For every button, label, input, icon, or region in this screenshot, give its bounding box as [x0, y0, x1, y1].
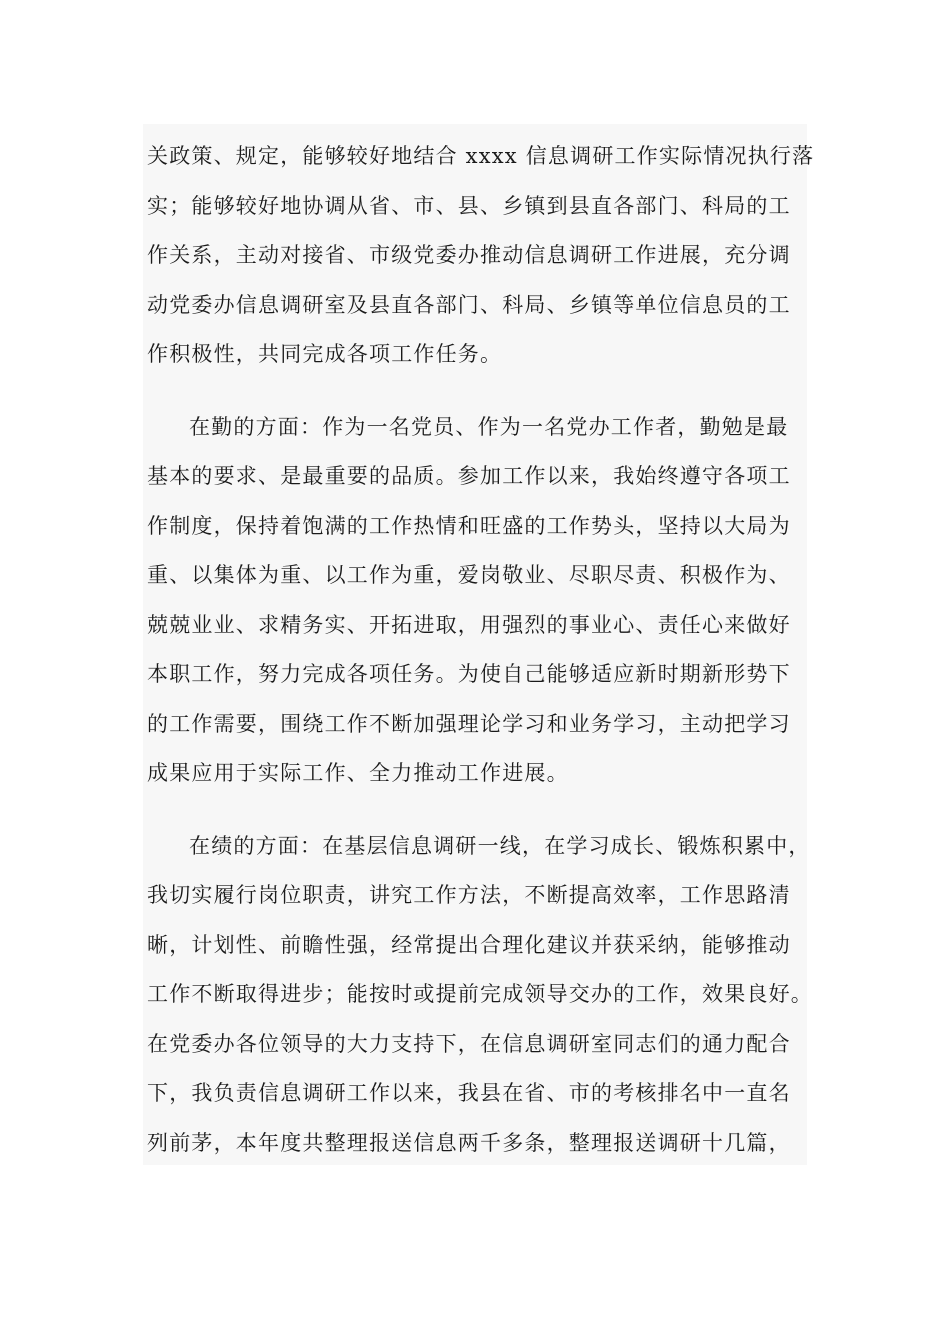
- text-line: 基本的要求、是最重要的品质。参加工作以来，我始终遵守各项工: [147, 464, 791, 488]
- text-line: 在绩的方面：在基层信息调研一线，在学习成长、锻炼积累中，: [189, 833, 811, 858]
- paragraph-spacer: [147, 380, 807, 403]
- text-line: 我切实履行岗位职责，讲究工作方法，不断提高效率，工作思路清: [147, 883, 791, 907]
- text-line: 在勤的方面：作为一名党员、作为一名党办工作者，勤勉是最: [189, 414, 789, 439]
- text-line: 重、以集体为重、以工作为重，爱岗敬业、尽职尽责、积极作为、: [147, 563, 791, 587]
- document-text-block: [143, 124, 815, 1165]
- text-line: 实；能够较好地协调从省、市、县、乡镇到县直各部门、科局的工: [147, 193, 791, 218]
- text-line: 兢兢业业、求精务实、开拓进取，用强烈的事业心、责任心来做好: [147, 612, 791, 637]
- paragraph-performance: [147, 822, 813, 1169]
- text-line: 作制度，保持着饱满的工作热情和旺盛的工作势头，坚持以大局为: [147, 513, 791, 538]
- text-line: 的工作需要，围绕工作不断加强理论学习和业务学习，主动把学习: [147, 711, 791, 736]
- text-line: 动党委办信息调研室及县直各部门、科局、乡镇等单位信息员的工: [147, 292, 791, 317]
- paragraph-policy: [147, 132, 815, 380]
- text-line: 在党委办各位领导的大力支持下，在信息调研室同志们的通力配合: [147, 1031, 791, 1056]
- paragraph-spacer: [147, 799, 807, 822]
- paragraph-diligence: [147, 403, 807, 799]
- text-line: 本职工作，努力完成各项任务。为使自己能够适应新时期新形势下: [147, 662, 791, 686]
- text-line: 作积极性，共同完成各项工作任务。: [147, 342, 503, 366]
- text-line: 下，我负责信息调研工作以来，我县在省、市的考核排名中一直名: [147, 1081, 791, 1105]
- text-line: 成果应用于实际工作、全力推动工作进展。: [147, 761, 569, 785]
- text-line: 作关系，主动对接省、市级党委办推动信息调研工作进展，充分调: [147, 243, 791, 267]
- text-line: 晰，计划性、前瞻性强，经常提出合理化建议并获采纳，能够推动: [147, 932, 791, 957]
- text-line: 关政策、规定，能够较好地结合 xxxx 信息调研工作实际情况执行落: [147, 144, 815, 168]
- text-line: 列前茅，本年度共整理报送信息两千多条，整理报送调研十几篇，: [147, 1130, 791, 1155]
- text-line: 工作不断取得进步；能按时或提前完成领导交办的工作，效果良好。: [147, 982, 813, 1006]
